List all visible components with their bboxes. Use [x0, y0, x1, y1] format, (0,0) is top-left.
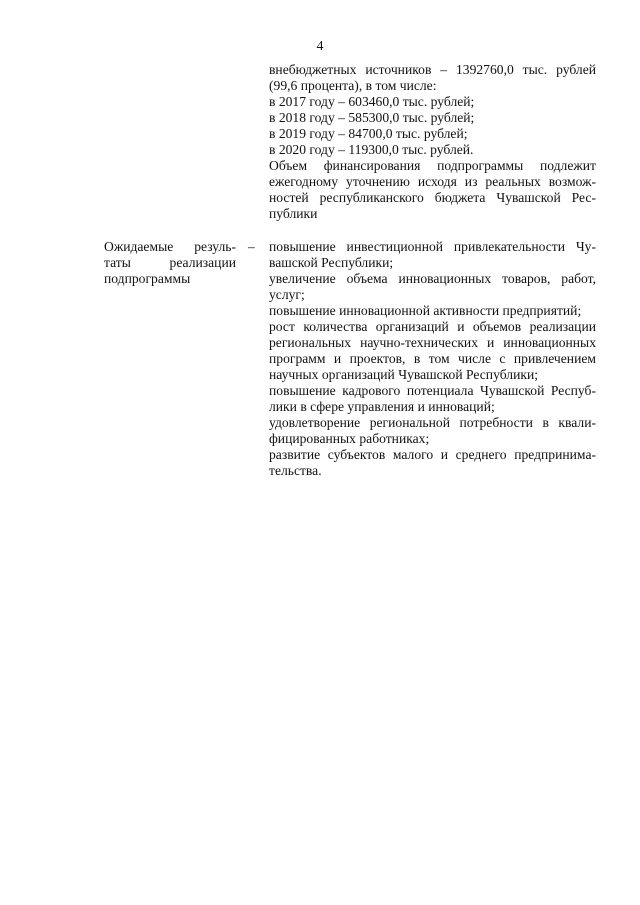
- text-line: удовлетворение региональной потребности в квали-: [269, 415, 596, 430]
- text-line: в 2020 году – 119300,0 тыс. рублей.: [269, 142, 474, 157]
- text-line: услуг;: [269, 287, 305, 302]
- text-line: повышение кадрового потенциала Чувашской Респуб-: [269, 383, 596, 398]
- text-line: Объем финансирования подпрограммы подлежит: [269, 158, 596, 173]
- label-line: Ожидаемые резуль-: [104, 239, 236, 254]
- expected-results-label: [104, 239, 236, 287]
- text-line: увеличение объема инновационных товаров, работ,: [269, 271, 596, 286]
- text-line: рост количества организаций и объемов реализации: [269, 319, 596, 334]
- text-line: публики: [269, 206, 318, 221]
- text-line: фицированных работниках;: [269, 431, 430, 446]
- text-line: программ и проектов, в том числе с привлечением: [269, 351, 596, 366]
- text-line: региональных научно-технических и инновационных: [269, 335, 596, 350]
- text-line: в 2017 году – 603460,0 тыс. рублей;: [269, 94, 475, 109]
- text-line: научных организаций Чувашской Республики;: [269, 367, 538, 382]
- expected-results-text-block: [269, 239, 596, 479]
- text-line: внебюджетных источников – 1392760,0 тыс. рублей: [269, 62, 596, 77]
- text-line: повышение инновационной активности предприятий;: [269, 303, 582, 318]
- page-number: 4: [316, 38, 324, 53]
- text-line: вашской Республики;: [269, 255, 394, 270]
- text-line: ежегодному уточнению исходя из реальных возмож-: [269, 174, 596, 189]
- text-line: лики в сфере управления и инноваций;: [269, 399, 495, 414]
- text-line: (99,6 процента), в том числе:: [269, 78, 437, 93]
- label-line: таты реализации: [104, 255, 236, 270]
- funding-text-block: [269, 62, 596, 222]
- text-line: в 2019 году – 84700,0 тыс. рублей;: [269, 126, 468, 141]
- text-line: тельства.: [269, 463, 322, 478]
- text-line: ностей республиканского бюджета Чувашской Рес-: [269, 190, 596, 205]
- label-dash: –: [248, 239, 255, 254]
- text-line: в 2018 году – 585300,0 тыс. рублей;: [269, 110, 475, 125]
- text-line: повышение инвестиционной привлекательности Чу-: [269, 239, 596, 254]
- text-line: развитие субъектов малого и среднего предпринима-: [269, 447, 596, 462]
- label-line: подпрограммы: [104, 271, 191, 286]
